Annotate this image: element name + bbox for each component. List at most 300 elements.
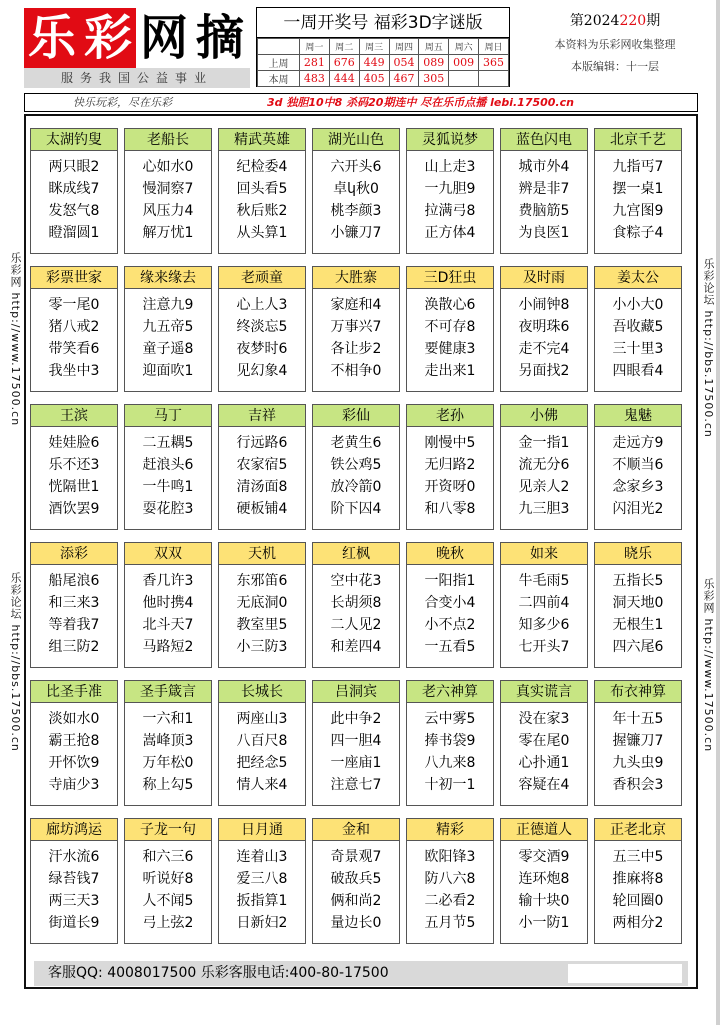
riddle-line: 情人来4 [236,777,288,793]
footer-contact: 客服QQ: 4008017500 乐彩客服电话:400-80-17500 [48,965,389,981]
riddle-line: 连环炮8 [518,871,570,887]
riddle-author: 红枫 [313,543,399,565]
riddle-author: 正老北京 [595,819,681,841]
riddle-line: 瞪溜圆1 [48,225,100,241]
riddle-line: 为良医1 [518,225,570,241]
riddle-line: 知多少6 [518,617,570,633]
riddle-line: 破敌兵5 [330,871,382,887]
riddle-author: 三D狂虫 [407,267,493,289]
riddle-lines [219,703,305,796]
riddle-line: 六开头6 [330,159,382,175]
riddle-line: 走远方9 [612,435,664,451]
riddle-line: 食粽子4 [612,225,664,241]
riddle-author: 老孙 [407,405,493,427]
riddle-line: 五指长5 [612,573,664,589]
ticker-right[interactable]: 3d 独胆10中8 杀码20期连中 尽在乐币点播 lebi.17500.cn [267,96,574,109]
riddle-author: 蓝色闪电 [501,129,587,151]
riddle-line: 娃娃脸6 [48,435,100,451]
riddle-line: 等着我7 [48,617,100,633]
riddle-line: 秋后账2 [236,203,288,219]
riddle-lines [219,289,305,382]
riddle-line: 此中争2 [330,711,382,727]
riddle-line: 把经念5 [236,755,288,771]
draw-number: 444 [329,71,359,87]
logo-char: 乐 [24,8,80,68]
riddle-line: 合变小4 [424,595,476,611]
riddle-line: 摆一桌1 [612,181,664,197]
logo-char: 网 [136,8,192,68]
riddle-line: 五月节5 [424,915,476,931]
riddle-card [406,818,494,944]
riddle-line: 桃李颜3 [330,203,382,219]
riddle-line: 小闹钟8 [518,297,570,313]
riddle-lines [31,289,117,382]
riddle-author: 长城长 [219,681,305,703]
draw-number [479,71,509,87]
riddle-card [218,128,306,254]
riddle-line: 不顺当6 [612,457,664,473]
riddle-card [594,404,682,530]
riddle-card [30,818,118,944]
riddle-line: 从头算1 [236,225,288,241]
riddle-line: 九头虫9 [612,755,664,771]
riddle-card [218,680,306,806]
riddle-line: 捧书袋9 [424,733,476,749]
riddle-lines [407,289,493,382]
riddle-author: 彩仙 [313,405,399,427]
riddle-line: 零交酒9 [518,849,570,865]
riddle-line: 奇景观7 [330,849,382,865]
side-text-left-bottom: 乐彩论坛 http://bbs.17500.cn [9,572,22,752]
riddle-card [594,266,682,392]
riddle-line: 恍隔世1 [48,479,100,495]
riddle-line: 我坐中3 [48,363,100,379]
draw-number: 009 [449,55,479,71]
riddle-lines [501,289,587,382]
riddle-card [312,680,400,806]
riddle-author: 北京千艺 [595,129,681,151]
riddle-line: 心上人3 [236,297,288,313]
riddle-author: 比圣手准 [31,681,117,703]
riddle-author: 吕洞宾 [313,681,399,703]
riddle-author: 天机 [219,543,305,565]
riddle-line: 年十五5 [612,711,664,727]
riddle-lines [125,841,211,934]
riddle-card [124,266,212,392]
riddle-line: 教室里5 [236,617,288,633]
riddle-lines [31,427,117,520]
riddle-lines [31,703,117,796]
riddle-author: 湖光山色 [313,129,399,151]
riddle-line: 嵩峰顶3 [142,733,194,749]
riddle-author: 灵狐说梦 [407,129,493,151]
riddle-line: 无归路2 [424,457,476,473]
riddle-lines [219,427,305,520]
riddle-line: 家庭和4 [330,297,382,313]
riddle-lines [501,427,587,520]
riddle-card [406,128,494,254]
riddle-card [124,680,212,806]
riddle-line: 小不点2 [424,617,476,633]
logo [24,8,250,68]
riddle-line: 洞天地0 [612,595,664,611]
row-label: 上周 [258,55,300,71]
riddle-author: 正德道人 [501,819,587,841]
riddle-author: 廊坊鸿运 [31,819,117,841]
riddle-line: 爱三八8 [236,871,288,887]
riddle-author: 晓乐 [595,543,681,565]
weekly-draw-table [256,7,510,87]
issue-number: 220 [619,13,647,29]
riddle-line: 防八六8 [424,871,476,887]
riddle-lines [31,565,117,658]
riddle-line: 两只眼2 [48,159,100,175]
riddle-card [312,128,400,254]
riddle-card [124,818,212,944]
riddle-card [312,404,400,530]
riddle-card [312,542,400,668]
riddle-card [594,128,682,254]
riddle-line: 小镰刀7 [330,225,382,241]
riddle-card [30,128,118,254]
riddle-line: 老黄生6 [330,435,382,451]
draw-number: 089 [419,55,449,71]
riddle-lines [595,151,681,244]
riddle-lines [125,151,211,244]
riddle-author: 圣手箴言 [125,681,211,703]
riddle-line: 流无分6 [518,457,570,473]
riddle-line: 俩和尚2 [330,893,382,909]
riddle-line: 放冷箭0 [330,479,382,495]
riddle-author: 精武英雄 [219,129,305,151]
riddle-line: 正方体4 [424,225,476,241]
riddle-author: 彩票世家 [31,267,117,289]
riddle-line: 酒饮罢9 [48,501,100,517]
riddle-card [594,542,682,668]
riddle-lines [407,703,493,796]
riddle-line: 乐不还3 [48,457,100,473]
riddle-line: 东邪笛6 [236,573,288,589]
riddle-author: 太湖钓叟 [31,129,117,151]
riddle-line: 无根生1 [612,617,664,633]
riddle-line: 船尾浪6 [48,573,100,589]
issue-period: 第2024220期 [569,13,661,29]
riddle-lines [595,703,681,796]
riddle-line: 开资呀0 [424,479,476,495]
riddle-card [500,818,588,944]
footer [34,961,688,986]
riddle-card [500,542,588,668]
riddle-line: 风压力4 [142,203,194,219]
riddle-line: 二四前4 [518,595,570,611]
draw-number: 365 [479,55,509,71]
riddle-line: 一六和1 [142,711,194,727]
riddle-line: 和差四4 [330,639,382,655]
draw-number: 483 [300,71,330,87]
riddle-lines [501,565,587,658]
draw-number: 405 [359,71,389,87]
riddle-line: 眯成线7 [48,181,100,197]
riddle-line: 夜明珠6 [518,319,570,335]
riddle-author: 金和 [313,819,399,841]
riddle-line: 小小大0 [612,297,664,313]
riddle-author: 晚秋 [407,543,493,565]
riddle-line: 握镰刀7 [612,733,664,749]
ticker-left: 快乐玩彩，尽在乐彩 [73,96,172,109]
riddle-line: 阶下囚4 [330,501,382,517]
side-text-left-top: 乐彩网 http://www.17500.cn [9,252,22,427]
riddle-line: 城市外4 [518,159,570,175]
riddle-line: 淡如水0 [48,711,100,727]
riddle-card [30,266,118,392]
riddle-line: 带笑看6 [48,341,100,357]
draw-number: 467 [389,71,419,87]
riddle-line: 称上勾5 [142,777,194,793]
riddle-line: 连着山3 [236,849,288,865]
riddle-lines [313,703,399,796]
riddle-lines [125,289,211,382]
riddle-line: 童子遥8 [142,341,194,357]
riddle-line: 日新妇2 [236,915,288,931]
riddle-line: 两三天3 [48,893,100,909]
riddle-line: 北斗天7 [142,617,194,633]
riddle-lines [125,703,211,796]
riddle-card [312,266,400,392]
riddle-line: 万事兴7 [330,319,382,335]
riddle-line: 纪检委4 [236,159,288,175]
riddle-lines [313,427,399,520]
riddle-card [30,404,118,530]
riddle-author: 添彩 [31,543,117,565]
riddle-line: 组三防2 [48,639,100,655]
riddle-line: 走不完4 [518,341,570,357]
draw-number: 054 [389,55,419,71]
riddle-line: 人不闻5 [142,893,194,909]
riddle-lines [595,565,681,658]
riddle-line: 金一指1 [518,435,570,451]
riddle-card [30,680,118,806]
riddle-line: 两座山3 [236,711,288,727]
riddle-line: 一座庙1 [330,755,382,771]
riddle-line: 九宫图9 [612,203,664,219]
side-text-right-bottom: 乐彩网 http://www.17500.cn [702,578,715,753]
riddle-line: 小一防1 [518,915,570,931]
riddle-lines [313,151,399,244]
riddle-lines [595,841,681,934]
riddle-line: 一牛鸣1 [142,479,194,495]
riddle-line: 见亲人2 [518,479,570,495]
riddle-lines [595,289,681,382]
riddle-line: 吾收藏5 [612,319,664,335]
riddle-card [30,542,118,668]
riddle-lines [125,427,211,520]
riddle-line: 霸王抢8 [48,733,100,749]
riddle-line: 汗水流6 [48,849,100,865]
draw-grid [257,38,509,87]
ticker-bar [24,93,698,112]
riddle-line: 二人见2 [330,617,382,633]
riddle-line: 心如水0 [142,159,194,175]
riddle-line: 无底洞0 [236,595,288,611]
riddle-line: 轮回圈0 [612,893,664,909]
riddle-line: 注意九9 [142,297,194,313]
riddle-lines [501,703,587,796]
riddle-line: 二五耦5 [142,435,194,451]
riddle-line: 十初一1 [424,777,476,793]
riddle-line: 赶浪头6 [142,457,194,473]
riddle-line: 容疑在4 [518,777,570,793]
riddle-line: 输十块0 [518,893,570,909]
logo-char: 彩 [80,8,136,68]
riddle-line: 弓上弦2 [142,915,194,931]
riddle-line: 九五帝5 [142,319,194,335]
riddle-line: 一阳指1 [424,573,476,589]
slogan: 服务我国公益事业 [24,68,250,88]
riddle-author: 日月通 [219,819,305,841]
draw-title: 一周开奖号 福彩3D字谜版 [257,8,509,38]
riddle-card [218,404,306,530]
riddle-lines [219,151,305,244]
riddle-card [218,542,306,668]
riddle-line: 香积会3 [612,777,664,793]
riddle-line: 开怀饮9 [48,755,100,771]
riddle-line: 香几许3 [142,573,194,589]
riddle-card [406,404,494,530]
riddle-line: 拉满弓8 [424,203,476,219]
riddle-author: 老船长 [125,129,211,151]
riddle-lines [31,841,117,934]
riddle-line: 量边长0 [330,915,382,931]
riddle-line: 和六三6 [142,849,194,865]
riddle-line: 听说好8 [142,871,194,887]
riddle-line: 街道长9 [48,915,100,931]
riddle-line: 念家乡3 [612,479,664,495]
riddle-line: 一九胆9 [424,181,476,197]
riddle-line: 卓կ秋0 [333,181,379,197]
riddle-card [500,404,588,530]
riddle-author: 鬼魅 [595,405,681,427]
riddle-card [406,266,494,392]
riddle-line: 不可存8 [424,319,476,335]
riddle-card [406,680,494,806]
right-edge-strip [716,0,720,1025]
draw-number [449,71,479,87]
riddle-line: 山上走3 [424,159,476,175]
riddle-line: 八九来8 [424,755,476,771]
riddle-author: 如来 [501,543,587,565]
riddle-author: 及时雨 [501,267,587,289]
weekday: 周四 [389,39,419,55]
riddle-lines [31,151,117,244]
riddle-author: 吉祥 [219,405,305,427]
riddle-lines [219,565,305,658]
riddle-line: 和三来3 [48,595,100,611]
draw-number: 676 [329,55,359,71]
riddle-line: 刚慢中5 [424,435,476,451]
riddle-line: 耍花腔3 [142,501,194,517]
riddle-line: 零一尾0 [48,297,100,313]
riddle-author: 老顽童 [219,267,305,289]
issue-info [520,10,710,86]
riddle-line: 一五看5 [424,639,476,655]
riddle-author: 布衣神算 [595,681,681,703]
riddle-card [406,542,494,668]
weekday: 周一 [300,39,330,55]
riddle-line: 云中雾5 [424,711,476,727]
riddle-line: 农家宿5 [236,457,288,473]
weekday: 周二 [329,39,359,55]
riddle-line: 寺庙少3 [48,777,100,793]
riddle-line: 四六尾6 [612,639,664,655]
riddle-line: 慢洞察7 [142,181,194,197]
riddle-lines [501,151,587,244]
riddle-author: 缘来缘去 [125,267,211,289]
riddle-line: 心扑通1 [518,755,570,771]
riddle-card [124,404,212,530]
riddle-line: 四一胆4 [330,733,382,749]
riddle-line: 另面找2 [518,363,570,379]
riddle-line: 见幻象4 [236,363,288,379]
riddle-line: 终淡忘5 [236,319,288,335]
riddle-line: 清汤面8 [236,479,288,495]
weekday: 周五 [419,39,449,55]
riddle-line: 费脑筋5 [518,203,570,219]
riddle-line: 欧阳锋3 [424,849,476,865]
row-label: 本周 [258,71,300,87]
riddle-author: 子龙一句 [125,819,211,841]
weekday: 周日 [479,39,509,55]
riddle-line: 解万忧1 [142,225,194,241]
riddle-author: 老六神算 [407,681,493,703]
footer-blank-box [568,964,682,983]
riddle-card [594,818,682,944]
riddle-author: 王滨 [31,405,117,427]
collect-note: 本资料为乐彩网收集整理 [554,38,676,51]
weekday: 周三 [359,39,389,55]
riddle-line: 马路短2 [142,639,194,655]
side-text-right-top: 乐彩论坛 http://bbs.17500.cn [702,258,715,438]
riddle-line: 三十里3 [612,341,664,357]
editor: 本版编辑：十一层 [571,60,659,73]
riddle-card [500,266,588,392]
riddle-line: 七开头7 [518,639,570,655]
riddle-line: 涣散心6 [424,297,476,313]
riddle-card [124,542,212,668]
riddle-author: 马丁 [125,405,211,427]
riddle-lines [125,565,211,658]
riddle-author: 精彩 [407,819,493,841]
riddle-line: 回头看5 [236,181,288,197]
riddle-line: 要健康3 [424,341,476,357]
riddle-lines [313,565,399,658]
riddle-author: 大胜寨 [313,267,399,289]
riddle-line: 万年松0 [142,755,194,771]
weekday: 周六 [449,39,479,55]
riddle-line: 扳指算1 [236,893,288,909]
riddle-lines [407,427,493,520]
riddle-card [124,128,212,254]
riddle-lines [219,841,305,934]
riddle-line: 推麻将8 [612,871,664,887]
riddle-lines [313,289,399,382]
riddle-line: 发怒气8 [48,203,100,219]
riddle-line: 四眼看4 [612,363,664,379]
riddle-card [594,680,682,806]
riddle-card [312,818,400,944]
riddle-author: 姜太公 [595,267,681,289]
riddle-line: 闪泪光2 [612,501,664,517]
riddle-line: 牛毛雨5 [518,573,570,589]
